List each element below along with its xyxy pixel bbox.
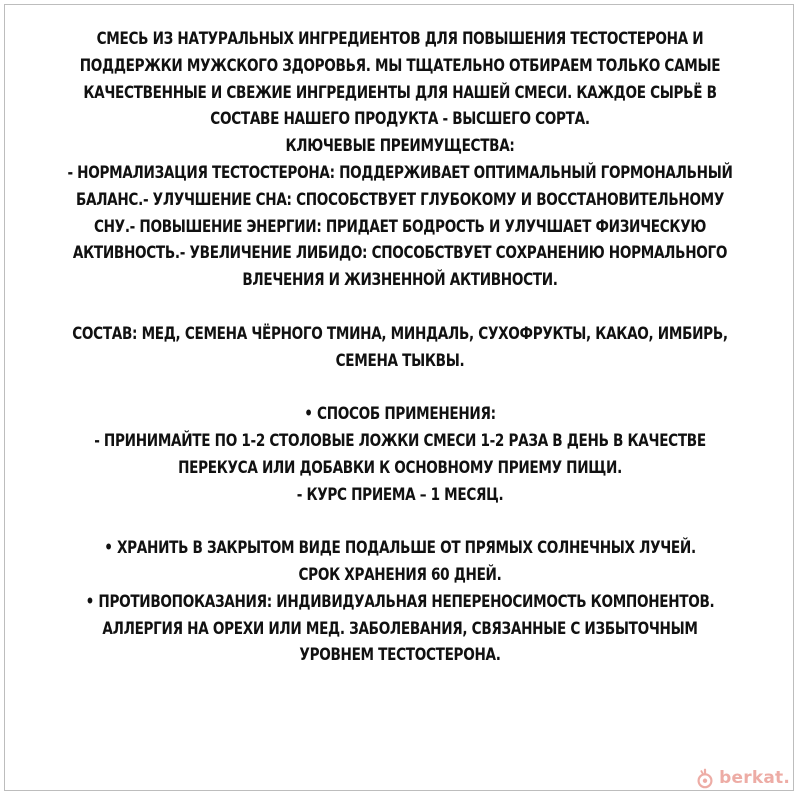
watermark-text: berkat. bbox=[719, 768, 790, 788]
text-line: - НОРМАЛИЗАЦИЯ ТЕСТОСТЕРОНА: ПОДДЕРЖИВАЕТ ОПТИМАЛЬНЫЙ ГОРМОНАЛЬНЫЙ bbox=[67, 162, 733, 183]
text-line: - ПРИНИМАЙТЕ ПО 1-2 СТОЛОВЫЕ ЛОЖКИ СМЕСИ 1-2 РАЗА В ДЕНЬ В КАЧЕСТВЕ bbox=[94, 430, 706, 451]
storage-line: • ХРАНИТЬ В ЗАКРЫТОМ ВИДЕ ПОДАЛЬШЕ ОТ ПРЯМЫХ СОЛНЕЧНЫХ ЛУЧЕЙ. bbox=[104, 538, 696, 559]
usage-heading: • СПОСОБ ПРИМЕНЕНИЯ: bbox=[304, 404, 496, 425]
text-line: КАЧЕСТВЕННЫЕ И СВЕЖИЕ ИНГРЕДИЕНТЫ ДЛЯ НАШЕЙ СМЕСИ. КАЖДОЕ СЫРЬЁ В bbox=[83, 82, 717, 103]
benefits-heading: КЛЮЧЕВЫЕ ПРЕИМУЩЕСТВА: bbox=[285, 136, 515, 157]
contraindications-line: • ПРОТИВОПОКАЗАНИЯ: ИНДИВИДУАЛЬНАЯ НЕПЕРЕНОСИМОСТЬ КОМПОНЕНТОВ. bbox=[85, 591, 715, 612]
text-line: ПОДДЕРЖКИ МУЖСКОГО ЗДОРОВЬЯ. МЫ ТЩАТЕЛЬНО ОТБИРАЕМ ТОЛЬКО САМЫЕ bbox=[79, 55, 721, 76]
spacer bbox=[98, 508, 703, 535]
text-line: АЛЛЕРГИЯ НА ОРЕХИ ИЛИ МЕД. ЗАБОЛЕВАНИЯ, СВЯЗАННЫЕ С ИЗБЫТОЧНЫМ bbox=[102, 618, 698, 639]
text-line: СРОК ХРАНЕНИЯ 60 ДНЕЙ. bbox=[298, 564, 502, 585]
text-line: СМЕСЬ ИЗ НАТУРАЛЬНЫХ ИНГРЕДИЕНТОВ ДЛЯ ПОВЫШЕНИЯ ТЕСТОСТЕРОНА И bbox=[96, 29, 704, 49]
text-line: СНУ.- ПОВЫШЕНИЕ ЭНЕРГИИ: ПРИДАЕТ БОДРОСТЬ И УЛУЧШАЕТ ФИЗИЧЕСКУЮ bbox=[93, 216, 707, 237]
text-line: СОСТАВЕ НАШЕГО ПРОДУКТА - ВЫСШЕГО СОРТА. bbox=[210, 109, 590, 130]
composition-line: СЕМЕНА ТЫКВЫ. bbox=[335, 350, 465, 371]
composition-line: СОСТАВ: МЕД, СЕМЕНА ЧЁРНОГО ТМИНА, МИНДАЛЬ, СУХОФРУКТЫ, КАКАО, ИМБИРЬ, bbox=[72, 323, 728, 344]
watermark bbox=[694, 767, 790, 789]
text-line: АКТИВНОСТЬ.- УВЕЛИЧЕНИЕ ЛИБИДО: СПОСОБСТВУЕТ СОХРАНЕНИЮ НОРМАЛЬНОГО bbox=[72, 243, 728, 264]
text-line: - КУРС ПРИЕМА – 1 МЕСЯЦ. bbox=[296, 484, 504, 505]
product-description bbox=[67, 26, 733, 669]
text-line: БАЛАНС.- УЛУЧШЕНИЕ СНА: СПОСОБСТВУЕТ ГЛУБОКОМУ И ВОССТАНОВИТЕЛЬНОМУ bbox=[75, 189, 725, 210]
text-line: ПЕРЕКУСА ИЛИ ДОБАВКИ К ОСНОВНОМУ ПРИЕМУ ПИЩИ. bbox=[178, 457, 622, 478]
text-line: ВЛЕЧЕНИЯ И ЖИЗНЕННОЙ АКТИВНОСТИ. bbox=[242, 270, 558, 291]
text-line: УРОВНЕМ ТЕСТОСТЕРОНА. bbox=[299, 645, 501, 666]
spacer bbox=[98, 374, 703, 401]
berkat-logo-icon bbox=[694, 767, 716, 789]
spacer bbox=[98, 294, 703, 321]
